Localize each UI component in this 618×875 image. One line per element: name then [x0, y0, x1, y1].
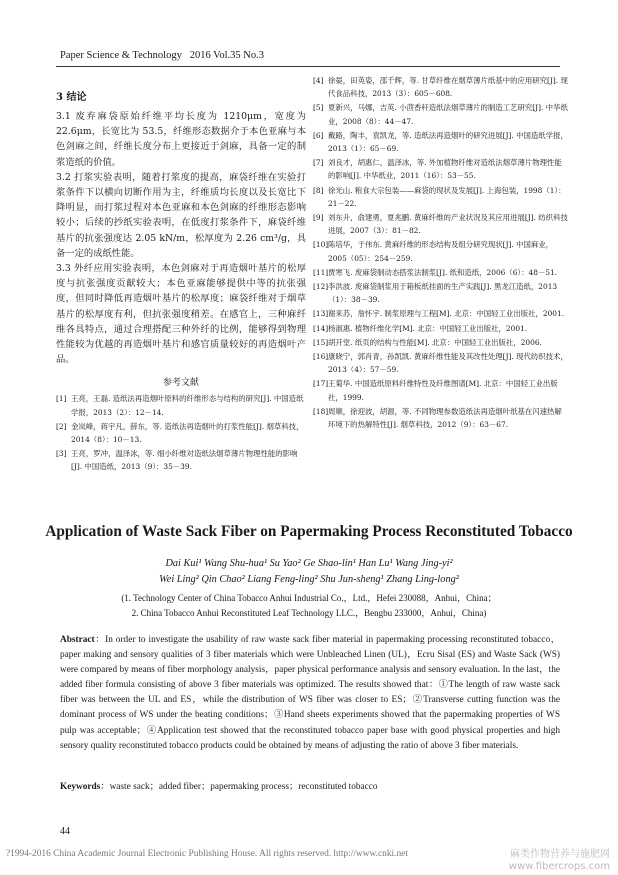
affiliation-2: 2. China Tobacco Anhui Reconstituted Leaf Technology LLC.，Bengbu 233000，Anhui，China) — [131, 608, 487, 618]
conclusion-para-3: 3.3 外纤应用实验表明，本色剑麻对于再造烟叶基片的松厚度与抗张强度贡献较大；本色亚麻能够提供中等的抗张强度，但同时降低再造烟叶基片的松厚度；麻袋纤维对于烟草基片的松厚度有利，但抗张强度稍差。在感官上，三种麻纤维各具特点，通过合理搭配三种外纤的比例，能够得到物理性能较为优越的再造烟叶基片和感官质量较好的再造烟叶产品。 — [56, 263, 306, 366]
english-abstract — [60, 633, 560, 754]
english-keywords — [60, 778, 378, 792]
reference-item: [8] 徐光山. 粮食大宗包装——麻袋的现状及发展[J]. 上海包装，1998（1）：21－22. — [313, 185, 566, 208]
journal-issue: 2016 Vol.35 No.3 — [189, 50, 264, 61]
reference-item: [18] 周顺，徐迎波，胡源，等. 不同物理参数造纸法再造烟叶纸基在闪速热解环境下的热解特性[J]. 烟草科技，2012（9）：63－67. — [313, 406, 562, 430]
affiliation-1: (1. Technology Center of China Tobacco Anhui Industrial Co.，Ltd.，Hefei 230088，Anhui，China； — [121, 593, 497, 603]
authors-line-2: Wei Ling² Qin Chao² Liang Feng-ling² Shu Jun-sheng¹ Zhang Ling-long² — [159, 574, 459, 585]
authors-line-1: Dai Kui¹ Wang Shu-hua¹ Su Yao² Ge Shao-lin¹ Han Lu¹ Wang Jing-yi² — [165, 558, 453, 569]
english-title: Application of Waste Sack Fiber on Papermaking Process Reconstituted Tobacco — [45, 523, 573, 540]
conclusion-para-1: 3.1 废弃麻袋原始纤维平均长度为 1210μm，宽度为 22.6μm，长宽比为 53.5，纤维形态数据介于本色亚麻与本色剑麻之间，纤维长度分布上更接近于剑麻，具备一定的制浆造纸的价值。 — [56, 111, 306, 168]
abstract-text: ：In order to investigate the usability of raw waste sack fiber material in papermaking processing reconstituted tobacco，paper making and sensory qualities of 3 fiber materials which were Unbleached Linen (UL)，Ecru Sisal (ES) and Waste Sack (WS) were compared by means of fiber morphology analysis，paper physical performance analysis and sensory evaluation. In the last，the added fiber formula consisting of above 3 fiber materials was optimized. The results showed that：①The length of raw waste sack fiber was between the UL and ES，while the distribution of WS fiber was closer to ES；②Transverse cutting function was the dominant process of WS under the beating conditions；③Hand sheets experiments showed that the papermaking properties of WS pulp was acceptable；④Application test showed that the reconstituted tobacco paper base with good physical properties and high sensory quality reconstituted tobacco products could be obtained by means of adjusting the ratio of above 3 fiber materials. — [60, 635, 560, 751]
left-column — [56, 88, 306, 475]
reference-item: [17] 王菊华. 中国造纸原料纤维特性及纤维图谱[M]. 北京：中国轻工业出版社，1999. — [313, 379, 558, 402]
keywords-text: ：waste sack；added fiber；papermaking process；reconstituted tobacco — [100, 782, 378, 792]
abstract-label: Abstract — [60, 635, 95, 645]
reference-item: [14] 杨淑惠. 植物纤维化学[M]. 北京：中国轻工业出版社，2001. — [313, 323, 528, 333]
reference-item: [13] 谢来苏，詹怀宇. 制浆原理与工程[M]. 北京：中国轻工业出版社，2001. — [313, 309, 565, 319]
reference-item: [2] 金岚峰，蒋宇凡，薛东，等. 造纸法再造烟叶的打浆性能[J]. 烟草科技，2014（8）：10－13. — [56, 421, 304, 445]
reference-item: [9] 刘东升，俞建勇，夏兆鹏. 黄麻纤维的产业状况及其应用进展[J]. 纺织科技进展，2007（3）：81－82. — [313, 213, 568, 236]
header-rule — [56, 66, 560, 67]
journal-header — [60, 50, 264, 61]
reference-item: [16] 康晓宁，郭肖青，孙凯凯. 黄麻纤维性能及其改性处理[J]. 现代纺织技术，2013（4）：57－59. — [313, 352, 568, 375]
watermark-line-1: 麻类作物营养与施肥网 — [510, 849, 610, 860]
reference-item: [11] 贾寒飞. 废麻袋制动态搭浆法制浆[J]. 纸和造纸，2006（6）：48－51. — [313, 267, 558, 277]
references-list-left — [56, 392, 306, 473]
reference-item: [1] 王亮，王磊. 造纸法再造烟叶原料的纤维形态与结构的研究[J]. 中国造纸学报，2013（2）：12－14. — [56, 394, 304, 417]
reference-item: [15] 胡开堂. 纸页的结构与性能[M]. 北京：中国轻工业出版社，2006. — [313, 337, 542, 347]
reference-item: [7] 刘良才，胡惠仁，温泽冰，等. 外加植物纤维对造纸法烟草薄片物理性能的影响[J]. 中华纸业，2011（16）：53－55. — [313, 158, 562, 181]
site-watermark — [509, 849, 610, 873]
reference-item: [5] 夏新兴，马娜，吉英. 小茴香秆造纸法烟草薄片的制造工艺研究[J]. 中华纸业，2008（8）：44－47. — [313, 103, 568, 126]
conclusion-para-2: 3.2 打浆实验表明，随着打浆度的提高，麻袋纤维在实验打浆条件下以横向切断作用为主，纤维质均长度以及长宽比下降明显，而打浆过程对本色亚麻和本色剑麻的纤维形态影响较小；后续的抄纸实验表明，在低度打浆条件下，麻袋纤维基片的抗张强度达 2.05 kN/m，松厚度为 2.26 cm³/g，具备一定的成纸性能。 — [56, 171, 306, 259]
references-heading: 参考文献 — [162, 378, 199, 389]
right-column-references — [313, 74, 569, 432]
reference-item: [12] 李洪波. 废麻袋制浆用于箱板纸挂面的生产实践[J]. 黑龙江造纸，2013（1）：38－39. — [313, 282, 558, 305]
reference-item: [3] 王亮，罗冲，温泽冰，等. 细小纤维对造纸法烟草薄片物理性能的影响[J]. 中国造纸，2013（9）：35－39. — [56, 449, 298, 472]
copyright-footer: ?1994-2016 China Academic Journal Electronic Publishing House. All rights reserved. http://www.cnki.net — [6, 849, 408, 859]
reference-item: [4] 徐晏，田英姿，邵千辉，等. 甘草纤维在烟草薄片纸基中的应用研究[J]. 现代食品科技，2013（3）：605－608. — [313, 76, 568, 99]
reference-item: [6] 戴路，陶丰，袁凯龙，等. 造纸法再造烟叶的研究进展[J]. 中国造纸学报，2013（1）：65－69. — [313, 130, 568, 154]
keywords-label: Keywords — [60, 782, 101, 792]
reference-item: [10] 陈培华，于伟东. 黄麻纤维的形态结构及组分研究现状[J]. 中国麻业，2005（05）：254－259. — [313, 240, 554, 263]
journal-name: Paper Science & Technology — [60, 50, 182, 61]
page-number: 44 — [60, 826, 70, 837]
watermark-line-2: www.fibercrops.com — [508, 861, 610, 872]
conclusion-heading: 3 结论 — [56, 92, 87, 103]
